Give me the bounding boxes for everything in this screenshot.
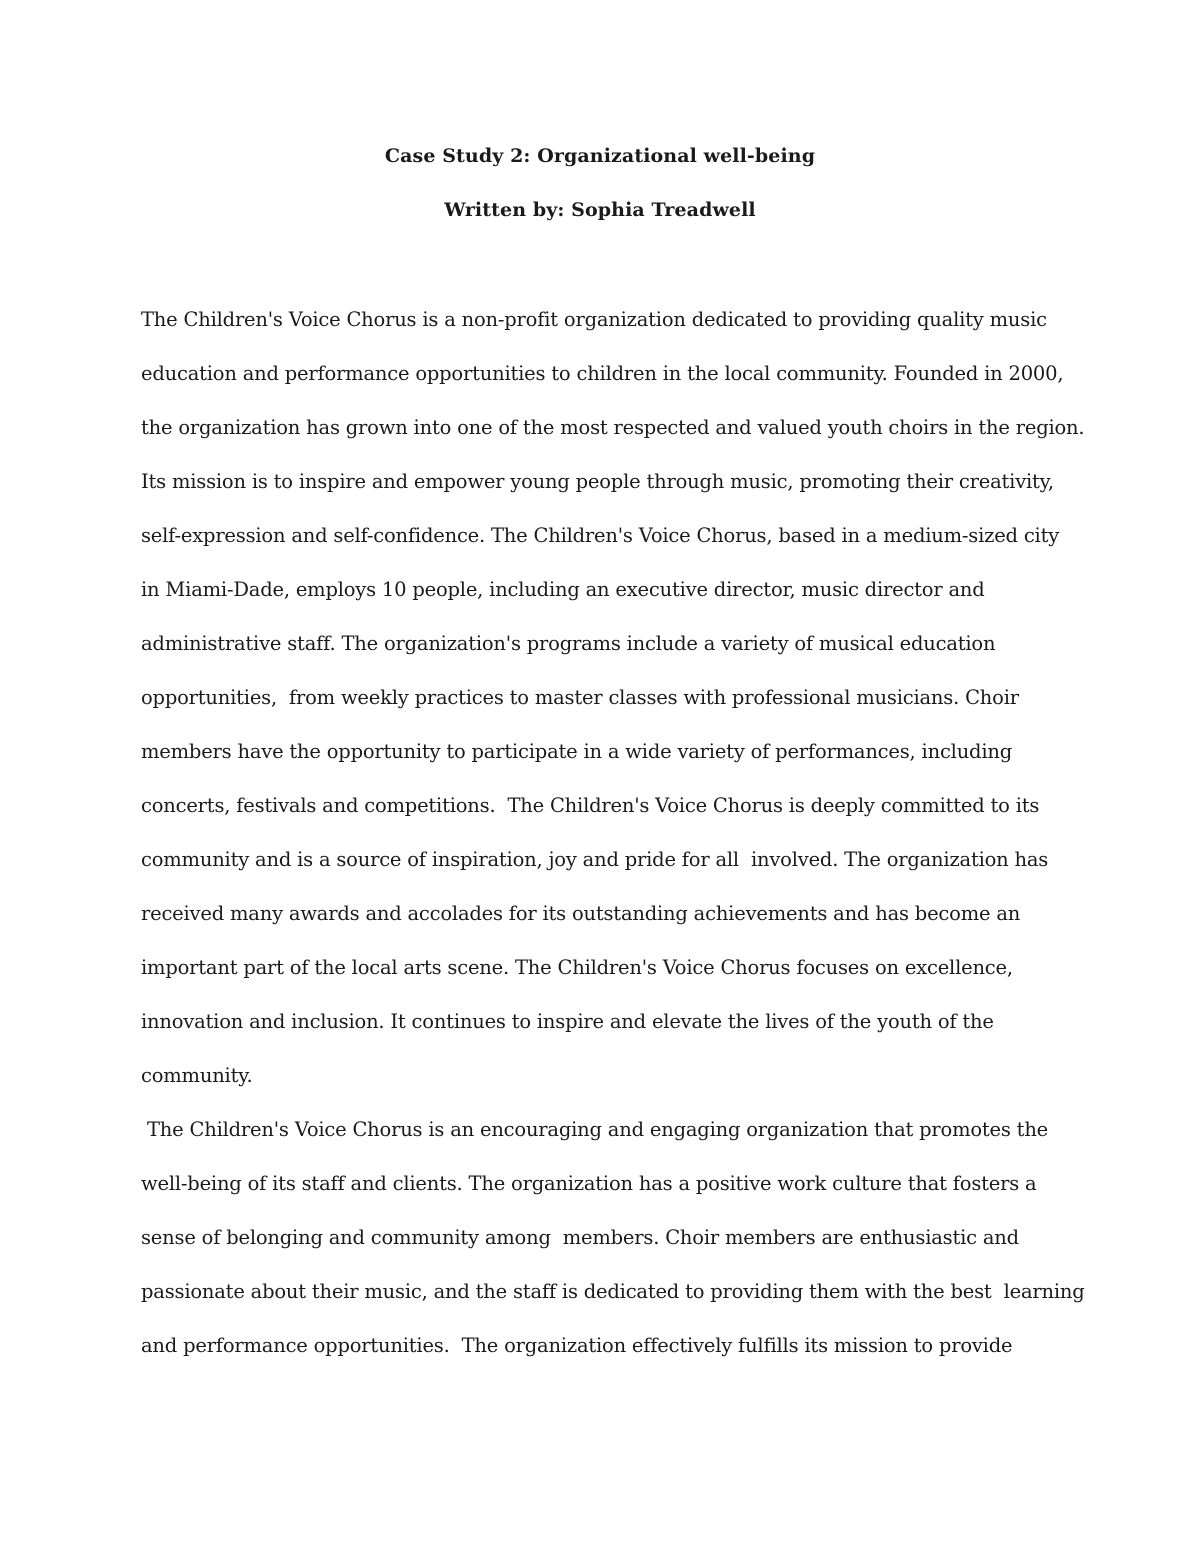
body-line: community. <box>141 1064 253 1087</box>
body-line: Its mission is to inspire and empower young people through music, promoting their creativity, <box>141 470 1054 493</box>
body-line: The Children's Voice Chorus is an encouraging and engaging organization that promotes the <box>141 1118 1049 1141</box>
body-line: opportunities, from weekly practices to master classes with professional musicians. Choir <box>141 686 1019 709</box>
body-line: self-expression and self-confidence. The Children's Voice Chorus, based in a medium-sized city <box>141 524 1060 547</box>
document-byline: Written by: Sophia Treadwell <box>444 199 756 221</box>
body-line: innovation and inclusion. It continues to inspire and elevate the lives of the youth of the <box>141 1010 994 1033</box>
body-line: the organization has grown into one of the most respected and valued youth choirs in the region. <box>141 416 1085 439</box>
body-line: The Children's Voice Chorus is a non-profit organization dedicated to providing quality music <box>141 308 1047 331</box>
body-line: received many awards and accolades for its outstanding achievements and has become an <box>141 902 1021 925</box>
body-line: administrative staff. The organization's programs include a variety of musical education <box>141 632 996 655</box>
document-title: Case Study 2: Organizational well-being <box>384 145 816 167</box>
body-line: well-being of its staff and clients. The organization has a positive work culture that fosters a <box>141 1172 1037 1195</box>
body-line: sense of belonging and community among members. Choir members are enthusiastic and <box>141 1226 1019 1249</box>
body-line: important part of the local arts scene. The Children's Voice Chorus focuses on excellence, <box>141 956 1013 979</box>
body-line: passionate about their music, and the staff is dedicated to providing them with the best learning <box>141 1280 1085 1303</box>
body-line: community and is a source of inspiration, joy and pride for all involved. The organization has <box>141 848 1049 871</box>
body-line: education and performance opportunities to children in the local community. Founded in 2000, <box>141 362 1064 385</box>
body-line: in Miami-Dade, employs 10 people, including an executive director, music director and <box>141 578 985 601</box>
body-line: members have the opportunity to participate in a wide variety of performances, including <box>141 740 1013 763</box>
body-line: and performance opportunities. The organization effectively fulfills its mission to provide <box>141 1334 1013 1357</box>
body-line: concerts, festivals and competitions. The Children's Voice Chorus is deeply committed to its <box>141 794 1040 817</box>
